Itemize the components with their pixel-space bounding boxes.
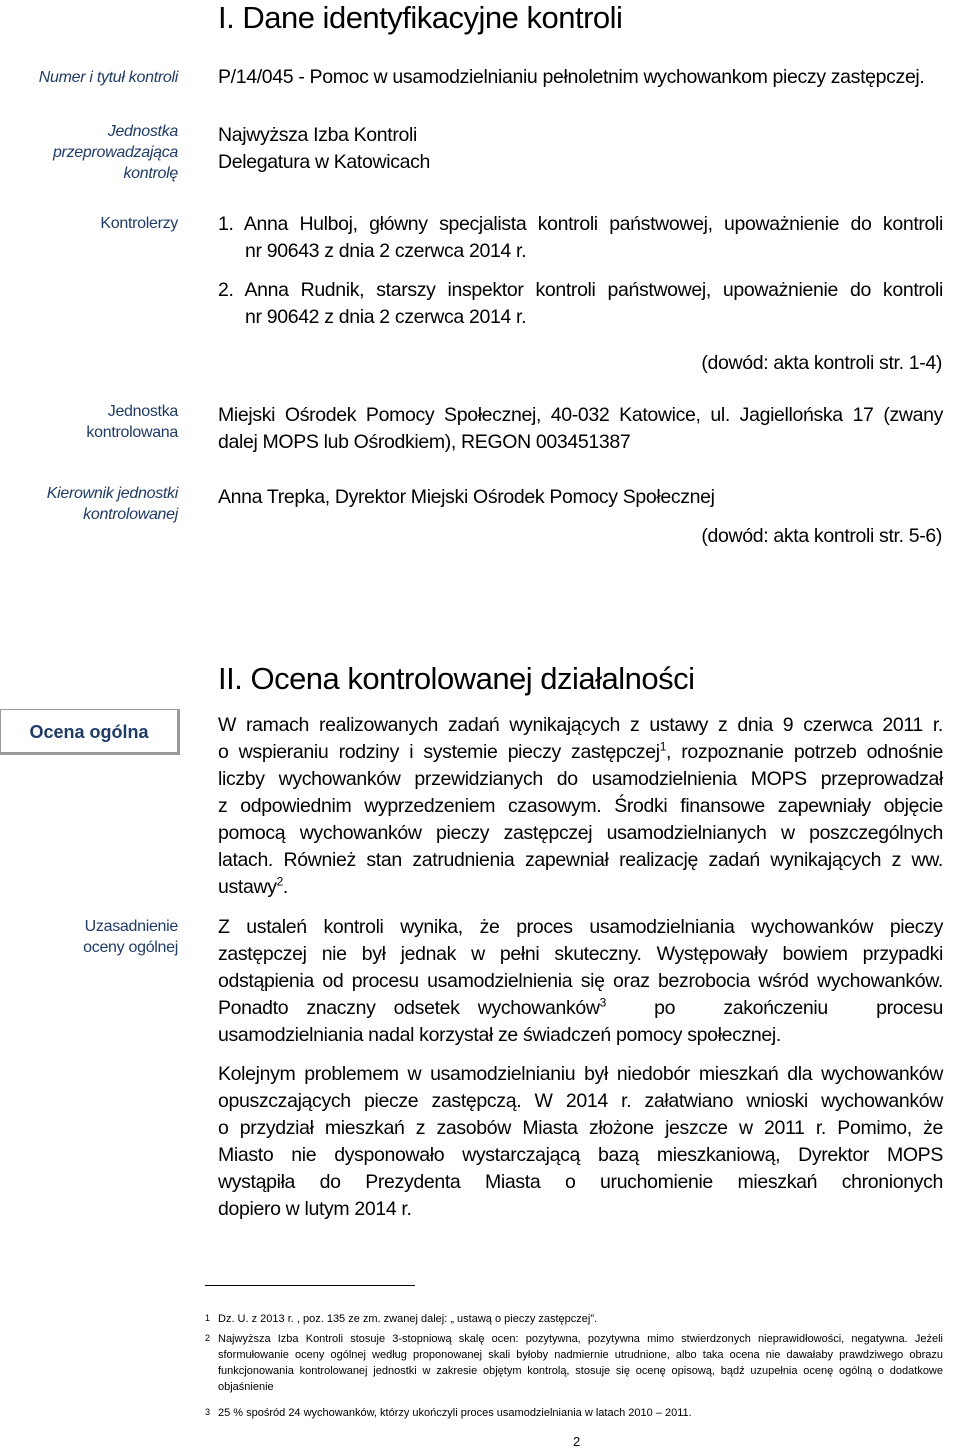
para3-line: dopiero w lutym 2014 r.	[218, 1198, 412, 1220]
section-2-title: II. Ocena kontrolowanej działalności	[218, 661, 695, 696]
label-line: przeprowadzająca	[52, 144, 178, 161]
footnote-2	[205, 1331, 945, 1395]
para1-line: z odpowiednim wyprzedzeniem czasowym. Środki finansowe zapewniały objęcie	[218, 795, 943, 817]
kontroler-2	[218, 277, 943, 331]
label-jednostka-kontrolowana	[20, 401, 178, 443]
label-numer: Numer i tytuł kontroli	[38, 69, 178, 86]
dowod-note-2: (dowód: akta kontroli str. 5-6)	[701, 525, 942, 547]
label-line: oceny ogólnej	[83, 939, 178, 956]
footnote-number: 2	[205, 1333, 211, 1343]
para3-line: Kolejnym problemem w usamodzielnianiu był niedobór mieszkań dla wychowanków	[218, 1063, 943, 1085]
label-kontrolerzy: Kontrolerzy	[100, 215, 178, 232]
footnote-text: Dz. U. z 2013 r. , poz. 135 ze zm. zwanej dalej: „ ustawą o pieczy zastępczej”.	[218, 1313, 598, 1325]
para1-line: latach. Również stan zatrudnienia zapewniał realizację zadań wynikających z ww.	[218, 849, 943, 871]
page-number: 2	[573, 1434, 581, 1449]
para1-text: , rozpoznanie potrzeb odnośnie	[666, 741, 943, 763]
kontroler-2-line: nr 90642 z dnia 2 czerwca 2014 r.	[245, 306, 527, 328]
kontrolowana-value	[218, 402, 943, 456]
label-kierownik	[20, 483, 178, 525]
label-line: Jednostka	[107, 403, 178, 420]
kontroler-1	[218, 211, 943, 265]
label-line: kontrolę	[123, 165, 178, 182]
para1-line	[218, 874, 943, 901]
para2-text: po zakończeniu procesu	[605, 997, 943, 1019]
numer-value: P/14/045 - Pomoc w usamodzielnianiu pełnoletnim wychowankom pieczy zastępczej.	[218, 66, 925, 88]
label-jednostka-przeprowadzajaca	[20, 121, 178, 184]
para1-line: liczby wychowanków przewidzianych do usamodzielnienia MOPS przeprowadzał	[218, 768, 943, 790]
section-1-title: I. Dane identyfikacyjne kontroli	[218, 0, 623, 35]
label-uzasadnienie	[20, 916, 178, 958]
footnote-ref-1[interactable]: 1	[659, 739, 667, 754]
para2-line: zastępczej nie był jednak w pełni skuteczny. Występowały bowiem przypadki	[218, 943, 943, 965]
footnote-1	[205, 1311, 945, 1327]
kontroler-1-line: nr 90643 z dnia 2 czerwca 2014 r.	[245, 240, 527, 262]
para2-line: odstąpienia od procesu usamodzielnienia się oraz bezrobocia wśród wychowanków.	[218, 970, 943, 992]
jednostka-value	[218, 122, 943, 176]
footnote-text: Najwyższa Izba Kontroli stosuje 3-stopniową skalę ocen: pozytywna, pozytywna mimo stwierdzonych nieprawidłowości, negatywna. Jeżeli sformułowanie oceny ogólnej według proponowanej skali byłoby nadmiernie utrudnione, albo taka ocena nie dawałaby prawdziwego obrazu funkcjonowania kontrolowanej jednostki w zakresie objętym kontrolą, stosuje się ocenę opisową, bądź uzupełnia ocenę ogólną o dodatkowe objaśnienie	[218, 1333, 943, 1393]
footnote-number: 3	[205, 1407, 211, 1417]
para1-text: ustawy	[218, 876, 277, 898]
para2-line	[218, 995, 943, 1022]
footnote-separator	[205, 1285, 415, 1286]
footnote-number: 1	[205, 1313, 211, 1323]
jednostka-line: Najwyższa Izba Kontroli	[218, 124, 417, 146]
label-line: kontrolowana	[86, 424, 178, 441]
para3-line: wystąpiła do Prezydenta Miasta o uruchomienie mieszkań chronionych	[218, 1171, 943, 1193]
kontroler-1-line: 1. Anna Hulboj, główny specjalista kontroli państwowej, upoważnienie do kontroli	[218, 213, 943, 235]
para2-line: Z ustaleń kontroli wynika, że proces usamodzielniania wychowanków pieczy	[218, 916, 943, 938]
para1-line: pomocą wychowanków pieczy zastępczej usamodzielnianych w poszczególnych	[218, 822, 943, 844]
para1-text: o wspieraniu rodziny i systemie pieczy zastępczej	[218, 741, 660, 763]
kontrolowana-line: Miejski Ośrodek Pomocy Społecznej, 40-032 Katowice, ul. Jagiellońska 17 (zwany	[218, 404, 943, 426]
dowod-note-1: (dowód: akta kontroli str. 1-4)	[701, 352, 942, 374]
jednostka-line: Delegatura w Katowicach	[218, 151, 430, 173]
para1-line	[218, 739, 943, 766]
footnote-3	[205, 1405, 945, 1421]
label-line: Jednostka	[107, 123, 178, 140]
para3-line: Miasto nie dysponowało wystarczającą bazą mieszkaniową, Dyrektor MOPS	[218, 1144, 943, 1166]
footnote-ref-3[interactable]: 3	[599, 995, 606, 1010]
para2-line: usamodzielniania nadal korzystał ze świadczeń pomocy społecznej.	[218, 1024, 781, 1046]
footnote-ref-2[interactable]: 2	[276, 874, 283, 889]
para2-text: Ponadto znaczny odsetek wychowanków	[218, 997, 600, 1019]
para3-line: opuszczających piecze zastępczą. W 2014 r. załatwiano wnioski wychowanków	[218, 1090, 943, 1112]
label-line: kontrolowanej	[83, 506, 178, 523]
kierownik-value: Anna Trepka, Dyrektor Miejski Ośrodek Pomocy Społecznej	[218, 486, 715, 508]
para1-text: .	[282, 876, 288, 898]
para1-line: W ramach realizowanych zadań wynikających z ustawy z dnia 9 czerwca 2011 r.	[218, 714, 943, 736]
ocena-ogolna-box: Ocena ogólna	[0, 709, 180, 755]
label-line: Uzasadnienie	[84, 918, 178, 935]
kontroler-2-line: 2. Anna Rudnik, starszy inspektor kontroli państwowej, upoważnienie do kontroli	[218, 279, 943, 301]
label-line: Kierownik jednostki	[46, 485, 178, 502]
kontrolowana-line: dalej MOPS lub Ośrodkiem), REGON 003451387	[218, 431, 631, 453]
para3-line: o przydział mieszkań z zasobów Miasta złożone jeszcze w 2011 r. Pomimo, że	[218, 1117, 943, 1139]
footnote-text: 25 % spośród 24 wychowanków, którzy ukończyli proces usamodzielniania w latach 2010 – 2011.	[218, 1407, 692, 1419]
